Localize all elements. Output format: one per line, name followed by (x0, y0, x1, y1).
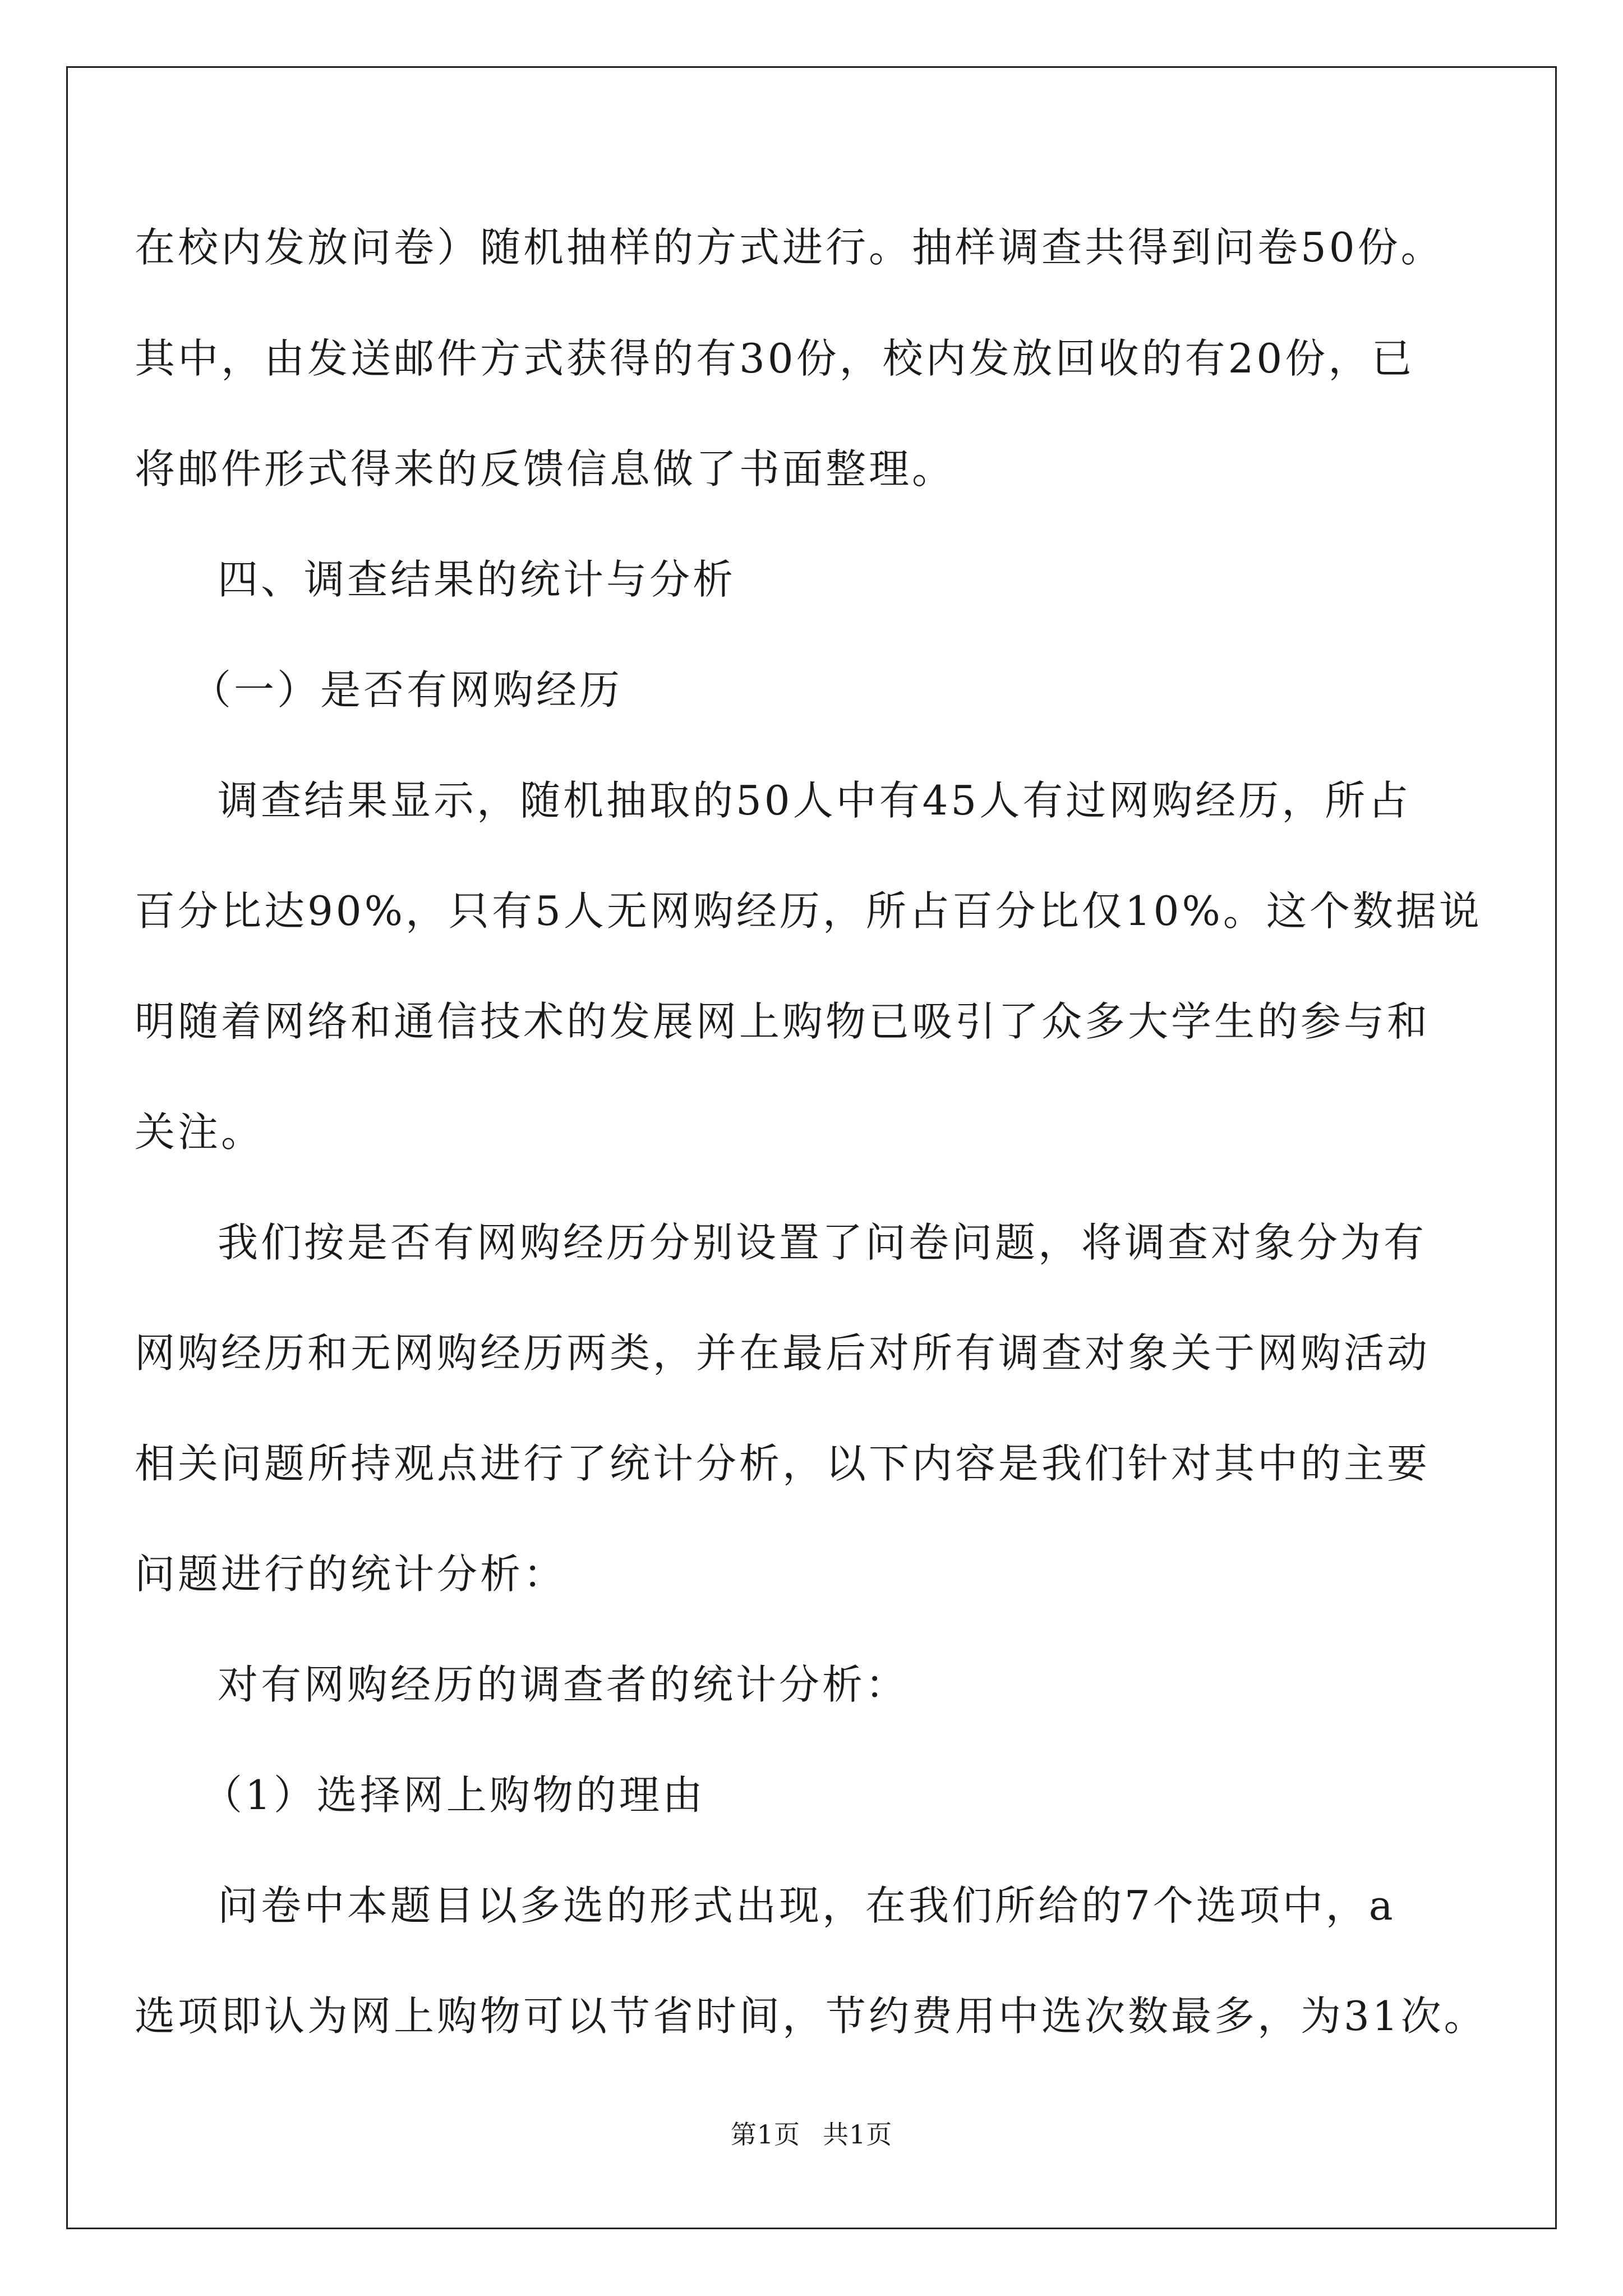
paragraph-line: 关注。 (135, 1108, 265, 1156)
page-total: 共1页 (823, 2119, 893, 2150)
paragraph-line: 网购经历和无网购经历两类，并在最后对所有调查对象关于网购活动 (135, 1329, 1431, 1377)
paragraph-line: 问卷中本题目以多选的形式出现，在我们所给的7个选项中，a (218, 1882, 1396, 1929)
paragraph-line: 在校内发放问卷）随机抽样的方式进行。抽样调查共得到问卷50份。 (135, 224, 1444, 271)
paragraph-line: 对有网购经历的调查者的统计分析： (218, 1661, 909, 1708)
paragraph-line: 其中，由发送邮件方式获得的有30份，校内发放回收的有20份，已 (135, 335, 1415, 382)
subsection-heading: （一）是否有网购经历 (191, 666, 623, 714)
paragraph-line: 百分比达90%，只有5人无网购经历，所占百分比仅10%。这个数据说 (135, 887, 1482, 935)
paragraph-line: 问题进行的统计分析： (135, 1550, 567, 1598)
paragraph-line: 相关问题所持观点进行了统计分析，以下内容是我们针对其中的主要 (135, 1440, 1431, 1487)
paragraph-line: 将邮件形式得来的反馈信息做了书面整理。 (135, 445, 956, 493)
subsection-heading: （1）选择网上购物的理由 (202, 1772, 706, 1819)
paragraph-line: 调查结果显示，随机抽取的50人中有45人有过网购经历，所占 (218, 777, 1412, 824)
paragraph-line: 明随着网络和通信技术的发展网上购物已吸引了众多大学生的参与和 (135, 998, 1431, 1045)
paragraph-line: 我们按是否有网购经历分别设置了问卷问题，将调查对象分为有 (218, 1219, 1427, 1266)
page-footer (0, 2119, 1623, 2150)
page-number: 第1页 (730, 2119, 800, 2150)
paragraph-line: 选项即认为网上购物可以节省时间，节约费用中选次数最多，为31次。 (135, 1993, 1487, 2040)
section-heading: 四、调查结果的统计与分析 (218, 556, 736, 603)
